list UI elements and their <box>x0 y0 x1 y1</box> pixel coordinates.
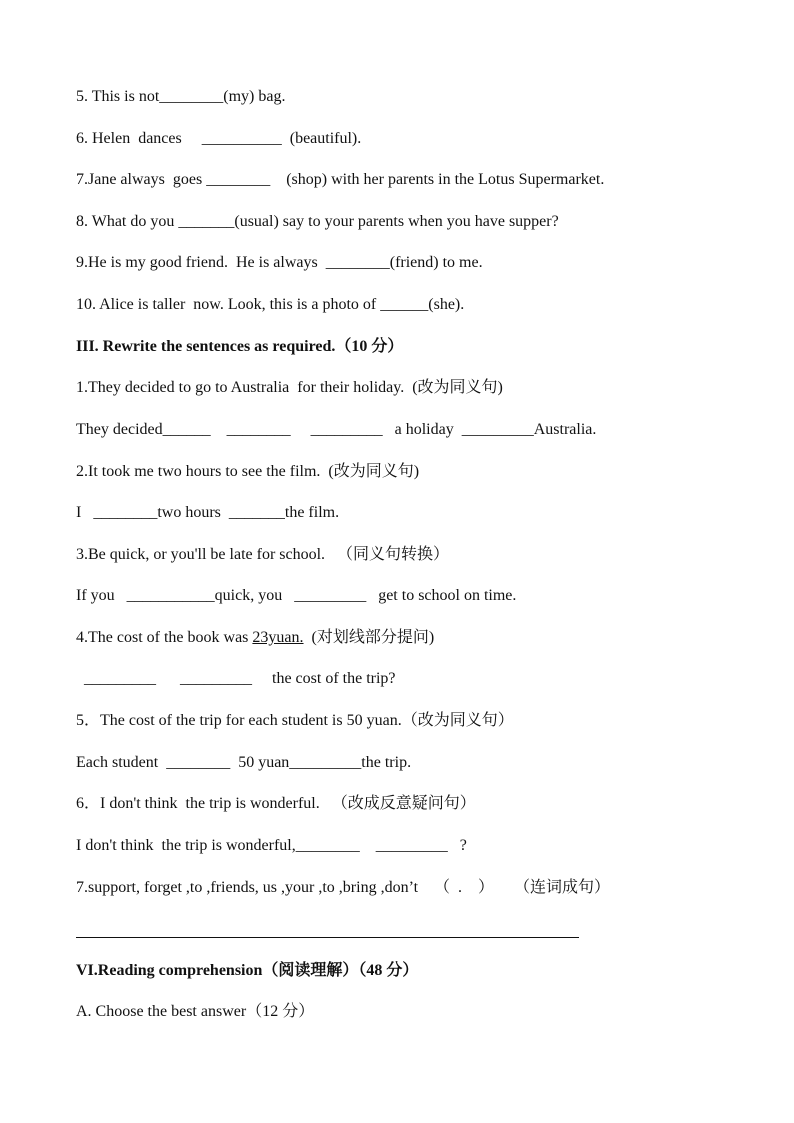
rewrite-6-prompt: 6．I don't think the trip is wonderful. （改成反意疑问句） <box>76 795 476 812</box>
rewrite-4-prompt <box>76 628 434 648</box>
question-10-line: 10. Alice is taller now. Look, this is a photo of ______(she). <box>76 296 465 313</box>
rewrite-1-answer-line: They decided______ ________ _________ a holiday _________Australia. <box>76 421 597 438</box>
underlined-answer: 23yuan. <box>252 629 304 646</box>
section-iii-heading: III. Rewrite the sentences as required.（10 分） <box>76 338 404 355</box>
rewrite-6-answer-line: I don't think the trip is wonderful,________ _________ ? <box>76 837 467 854</box>
rewrite-4-prompt-end: (对划线部分提问) <box>303 629 435 646</box>
part-a-heading: A. Choose the best answer（12 分） <box>76 1003 315 1020</box>
rewrite-2-answer-line: I ________two hours _______the film. <box>76 504 340 521</box>
rewrite-2-prompt: 2.It took me two hours to see the film. (改为同义句) <box>76 463 420 480</box>
rewrite-5-answer-line: Each student ________ 50 yuan_________the trip. <box>76 754 412 771</box>
rewrite-1-prompt: 1.They decided to go to Australia for their holiday. (改为同义句) <box>76 379 503 396</box>
section-vi-heading: VI.Reading comprehension（阅读理解）（48 分） <box>76 962 419 979</box>
question-9-line: 9.He is my good friend. He is always ________(friend) to me. <box>76 254 483 271</box>
question-7-line: 7.Jane always goes ________ (shop) with her parents in the Lotus Supermarket. <box>76 171 605 188</box>
answer-rule <box>76 937 579 938</box>
rewrite-3-answer-line: If you ___________quick, you _________ get to school on time. <box>76 587 517 604</box>
rewrite-4-prompt-start: 4.The cost of the book was <box>76 629 253 646</box>
question-8-line: 8. What do you _______(usual) say to your parents when you have supper? <box>76 213 559 230</box>
rewrite-4-answer-line: _________ _________ the cost of the trip? <box>76 670 396 687</box>
rewrite-3-prompt: 3.Be quick, or you'll be late for school. （同义句转换） <box>76 546 450 563</box>
question-5-line: 5. This is not________(my) bag. <box>76 88 286 105</box>
question-6-line: 6. Helen dances __________ (beautiful). <box>76 130 362 147</box>
rewrite-7-prompt: 7.support, forget ,to ,friends, us ,your ,to ,bring ,don’t （ . ） （连词成句） <box>76 879 611 896</box>
rewrite-5-prompt: 5．The cost of the trip for each student is 50 yuan.（改为同义句） <box>76 712 514 729</box>
